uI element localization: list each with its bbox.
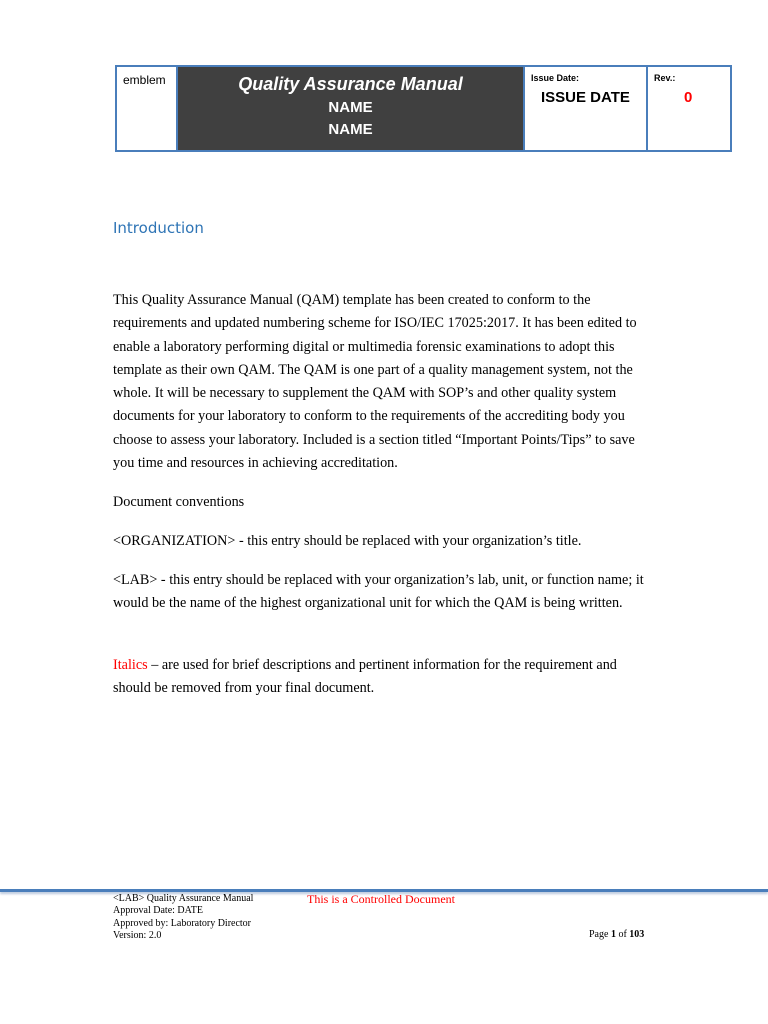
revision-value: 0 — [684, 89, 693, 106]
italics-description: – are used for brief descriptions and pertinent information for the requirement and should be removed from your final document. — [113, 657, 617, 697]
header-table — [115, 65, 732, 152]
issue-date-cell — [525, 67, 648, 150]
manual-title: Quality Assurance Manual — [238, 74, 463, 94]
revision-label: Rev.: — [654, 73, 676, 83]
page-total: 103 — [629, 929, 645, 940]
page-current: 1 — [610, 929, 616, 940]
page-number — [589, 929, 644, 940]
emblem-placeholder: emblem — [123, 73, 166, 87]
organization-convention: <ORGANIZATION> - this entry should be replaced with your organization’s title. — [113, 533, 582, 549]
footer-version: Version: 2.0 — [113, 929, 162, 941]
footer-info — [113, 893, 253, 942]
revision-cell — [648, 67, 730, 150]
controlled-document-notice: This is a Controlled Document — [307, 892, 455, 906]
footer-approved-by: Approved by: Laboratory Director — [113, 917, 252, 929]
issue-date-value: ISSUE DATE — [541, 89, 630, 106]
footer-manual-name: <LAB> Quality Assurance Manual — [113, 893, 254, 904]
page-prefix: Page — [589, 929, 611, 940]
section-heading: Introduction — [113, 219, 204, 237]
emblem-cell — [117, 67, 178, 150]
page-of: of — [615, 929, 630, 940]
footer-approval-date: Approval Date: DATE — [113, 905, 203, 917]
issue-date-label: Issue Date: — [531, 73, 580, 83]
title-cell — [178, 67, 525, 150]
lab-convention: <LAB> - this entry should be replaced with your organization’s lab, unit, or function name; it would be the name of the highest organizational unit for which the QAM is being written. — [113, 572, 644, 612]
intro-paragraph: This Quality Assurance Manual (QAM) template has been created to conform to the requirements and updated numbering scheme for ISO/IEC 17025:2017. It has been edited to enable a laboratory performing digital or multimedia forensic examinations to adopt this template as their own QAM. The QAM is one part of a quality management system, not the whole. It will be necessary to supplement the QAM with SOP’s and other quality system documents for your laboratory to conform to the requirements of the accrediting body you choose to assess your laboratory. Included is a section titled “Important Points/Tips” to save you time and resources in achieving accreditation. — [113, 292, 637, 472]
name-line-2: NAME — [328, 121, 373, 138]
conventions-title: Document conventions — [113, 494, 245, 510]
italics-convention — [113, 654, 658, 701]
italics-word: Italics — [113, 657, 148, 673]
name-line-1: NAME — [328, 99, 373, 116]
